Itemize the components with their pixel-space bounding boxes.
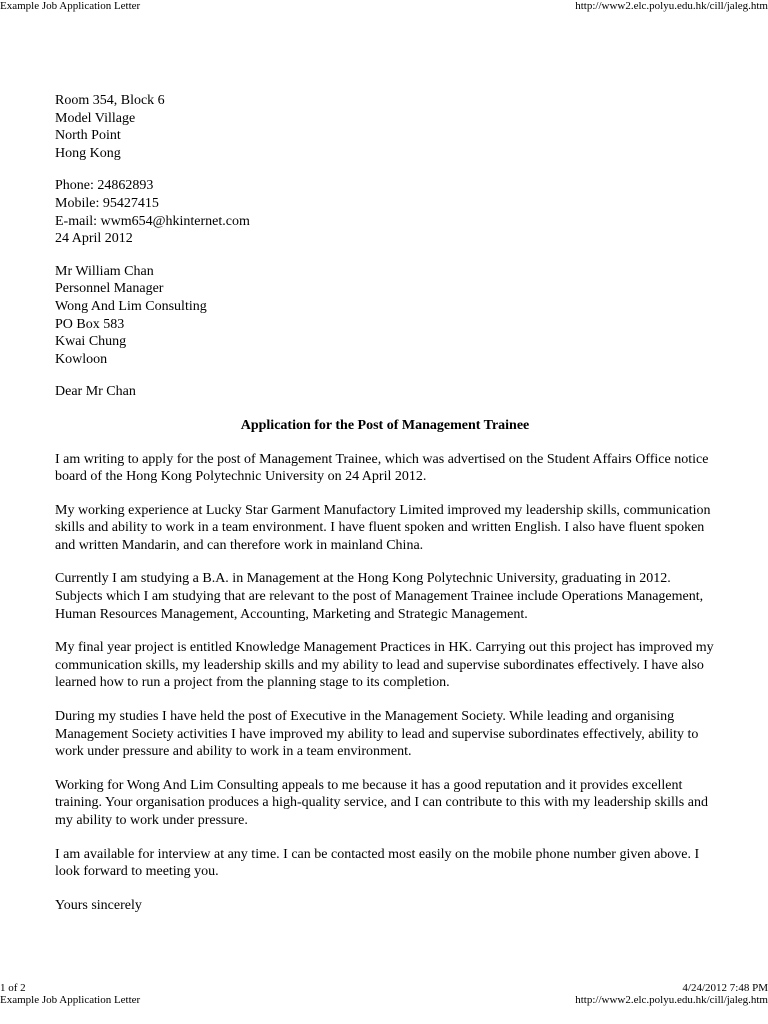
contact-details	[55, 177, 715, 247]
recipient-address-line: Kowloon	[55, 351, 108, 367]
body-paragraph: My working experience at Lucky Star Garment Manufactory Limited improved my leadership skills, communication skills and ability to work in a team environment. I have fluent spoken and written English. I also have fluent spoken and written Mandarin, and can therefore work in mainland China.	[55, 502, 711, 553]
print-footer-title: Example Job Application Letter	[0, 994, 141, 1006]
sender-address-line: Room 354, Block 6	[55, 93, 165, 108]
print-header-url: http://www2.elc.polyu.edu.hk/cill/jaleg.htm	[575, 0, 768, 12]
recipient-address-line: PO Box 583	[55, 316, 125, 332]
letter-date: 24 April 2012	[55, 231, 133, 247]
recipient-address-line: Wong And Lim Consulting	[55, 298, 207, 314]
mobile-line: Mobile: 95427415	[55, 195, 159, 211]
recipient-address-line: Mr William Chan	[55, 263, 154, 279]
letter-body	[55, 92, 715, 914]
phone-line: Phone: 24862893	[55, 178, 154, 194]
sender-address-line: North Point	[55, 128, 121, 144]
body-paragraph: Working for Wong And Lim Consulting appeals to me because it has a good reputation and it provides excellent training. Your organisation produces a high-quality service, and I can contribute to this with my leadership skills and my ability to work under pressure.	[55, 777, 708, 828]
print-header-title: Example Job Application Letter	[0, 0, 141, 12]
sender-address-line: Model Village	[55, 110, 136, 126]
body-paragraph: During my studies I have held the post of Executive in the Management Society. While leading and organising Management Society activities I have improved my ability to lead and supervise subordinates effectively, ability to work under pressure and ability to work in a team environment.	[55, 709, 699, 760]
print-footer-url: http://www2.elc.polyu.edu.hk/cill/jaleg.htm	[575, 994, 768, 1006]
email-line: E-mail: wwm654@hkinternet.com	[55, 213, 250, 229]
body-paragraph: Currently I am studying a B.A. in Management at the Hong Kong Polytechnic University, graduating in 2012. Subjects which I am studying that are relevant to the post of Management Trainee include Operations Management, Human Resources Management, Accounting, Marketing and Strategic Management.	[55, 571, 704, 622]
letter-subject: Application for the Post of Management Trainee	[240, 417, 530, 433]
body-paragraph: My final year project is entitled Knowledge Management Practices in HK. Carrying out this project has improved my communication skills, my leadership skills and my ability to lead and supervise subordinates effectively. I have also learned how to run a project from the planning stage to its completion.	[55, 640, 714, 691]
recipient-address	[55, 263, 715, 369]
sender-address-line: Hong Kong	[55, 145, 121, 161]
print-footer-datetime: 4/24/2012 7:48 PM	[682, 982, 768, 994]
closing: Yours sincerely	[55, 897, 142, 913]
recipient-address-line: Personnel Manager	[55, 281, 164, 297]
print-footer-page: 1 of 2	[0, 982, 26, 994]
body-paragraph: I am available for interview at any time. I can be contacted most easily on the mobile phone number given above. I look forward to meeting you.	[55, 846, 700, 880]
sender-address	[55, 92, 715, 162]
body-paragraph: I am writing to apply for the post of Management Trainee, which was advertised on the Student Affairs Office notice board of the Hong Kong Polytechnic University on 24 April 2012.	[55, 451, 709, 485]
salutation: Dear Mr Chan	[55, 384, 136, 400]
recipient-address-line: Kwai Chung	[55, 334, 127, 350]
